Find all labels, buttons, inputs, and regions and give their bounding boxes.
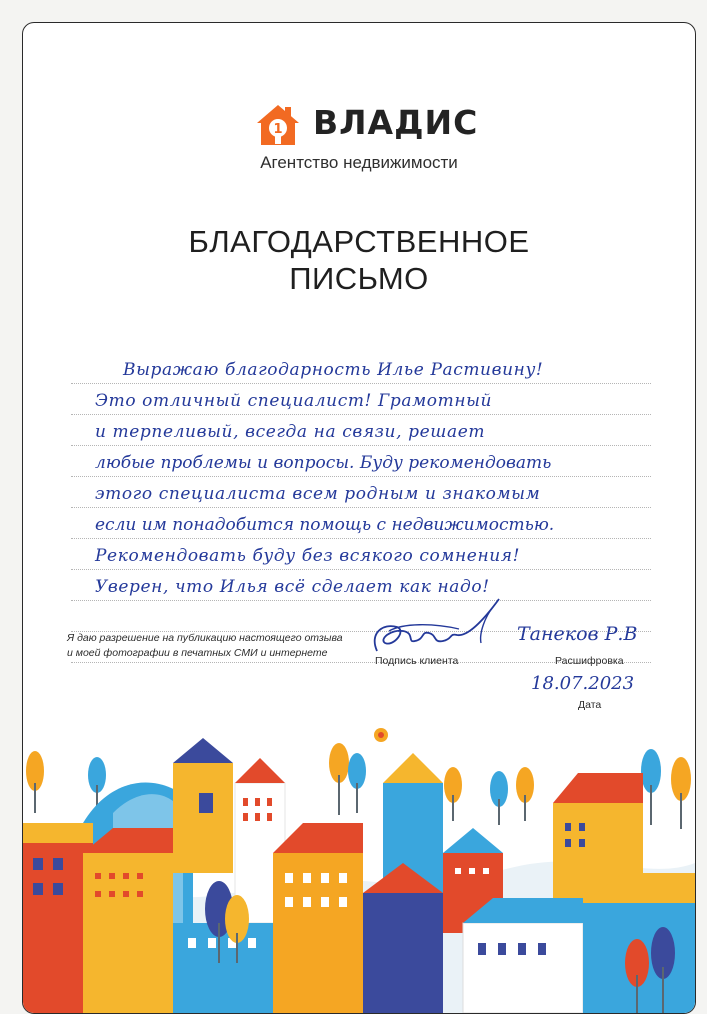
text-line bbox=[71, 384, 651, 415]
handwritten-line: Выражаю благодарность Илье Растивину! bbox=[123, 360, 544, 380]
client-signature bbox=[363, 593, 503, 663]
publication-consent bbox=[67, 631, 357, 661]
signature-caption: Подпись клиента bbox=[375, 655, 459, 667]
city-illustration bbox=[23, 713, 695, 1013]
handwritten-line: если им понадобится помощь с недвижимостью. bbox=[95, 515, 555, 535]
letter-sheet bbox=[22, 22, 696, 1014]
text-line bbox=[71, 477, 651, 508]
consent-line-1: Я даю разрешение на публикацию настоящего отзыва bbox=[67, 632, 343, 644]
text-line bbox=[71, 415, 651, 446]
handwritten-text-area bbox=[71, 353, 651, 663]
handwritten-line: любые проблемы и вопросы. Буду рекомендовать bbox=[95, 453, 552, 473]
brand-subtitle: Агентство недвижимости bbox=[260, 153, 458, 172]
decoding-value: Танеков Р.В bbox=[517, 623, 638, 645]
brand-name: ВЛАДИС bbox=[313, 103, 479, 142]
handwritten-line: этого специалиста всем родным и знакомым bbox=[95, 484, 541, 504]
date-value: 18.07.2023 bbox=[531, 673, 635, 694]
text-line bbox=[71, 446, 651, 477]
handwritten-line: Уверен, что Илья всё сделает как надо! bbox=[95, 577, 490, 597]
document-title bbox=[23, 223, 695, 297]
text-line bbox=[71, 508, 651, 539]
handwritten-line: Рекомендовать буду без всякого сомнения! bbox=[95, 546, 521, 566]
text-line bbox=[71, 539, 651, 570]
text-line bbox=[71, 353, 651, 384]
handwritten-line: и терпеливый, всегда на связи, решает bbox=[95, 422, 486, 442]
title-line-2: ПИСЬМО bbox=[289, 261, 429, 296]
logo-digit: 1 bbox=[273, 122, 283, 137]
decoding-caption: Расшифровка bbox=[555, 655, 624, 667]
text-line bbox=[71, 570, 651, 601]
house-key-icon bbox=[255, 103, 301, 147]
handwritten-line: Это отличный специалист! Грамотный bbox=[95, 391, 493, 411]
title-line-1: БЛАГОДАРСТВЕННОЕ bbox=[188, 224, 530, 259]
date-caption: Дата bbox=[578, 699, 602, 711]
consent-line-2: и моей фотографии в печатных СМИ и интернете bbox=[67, 647, 328, 659]
